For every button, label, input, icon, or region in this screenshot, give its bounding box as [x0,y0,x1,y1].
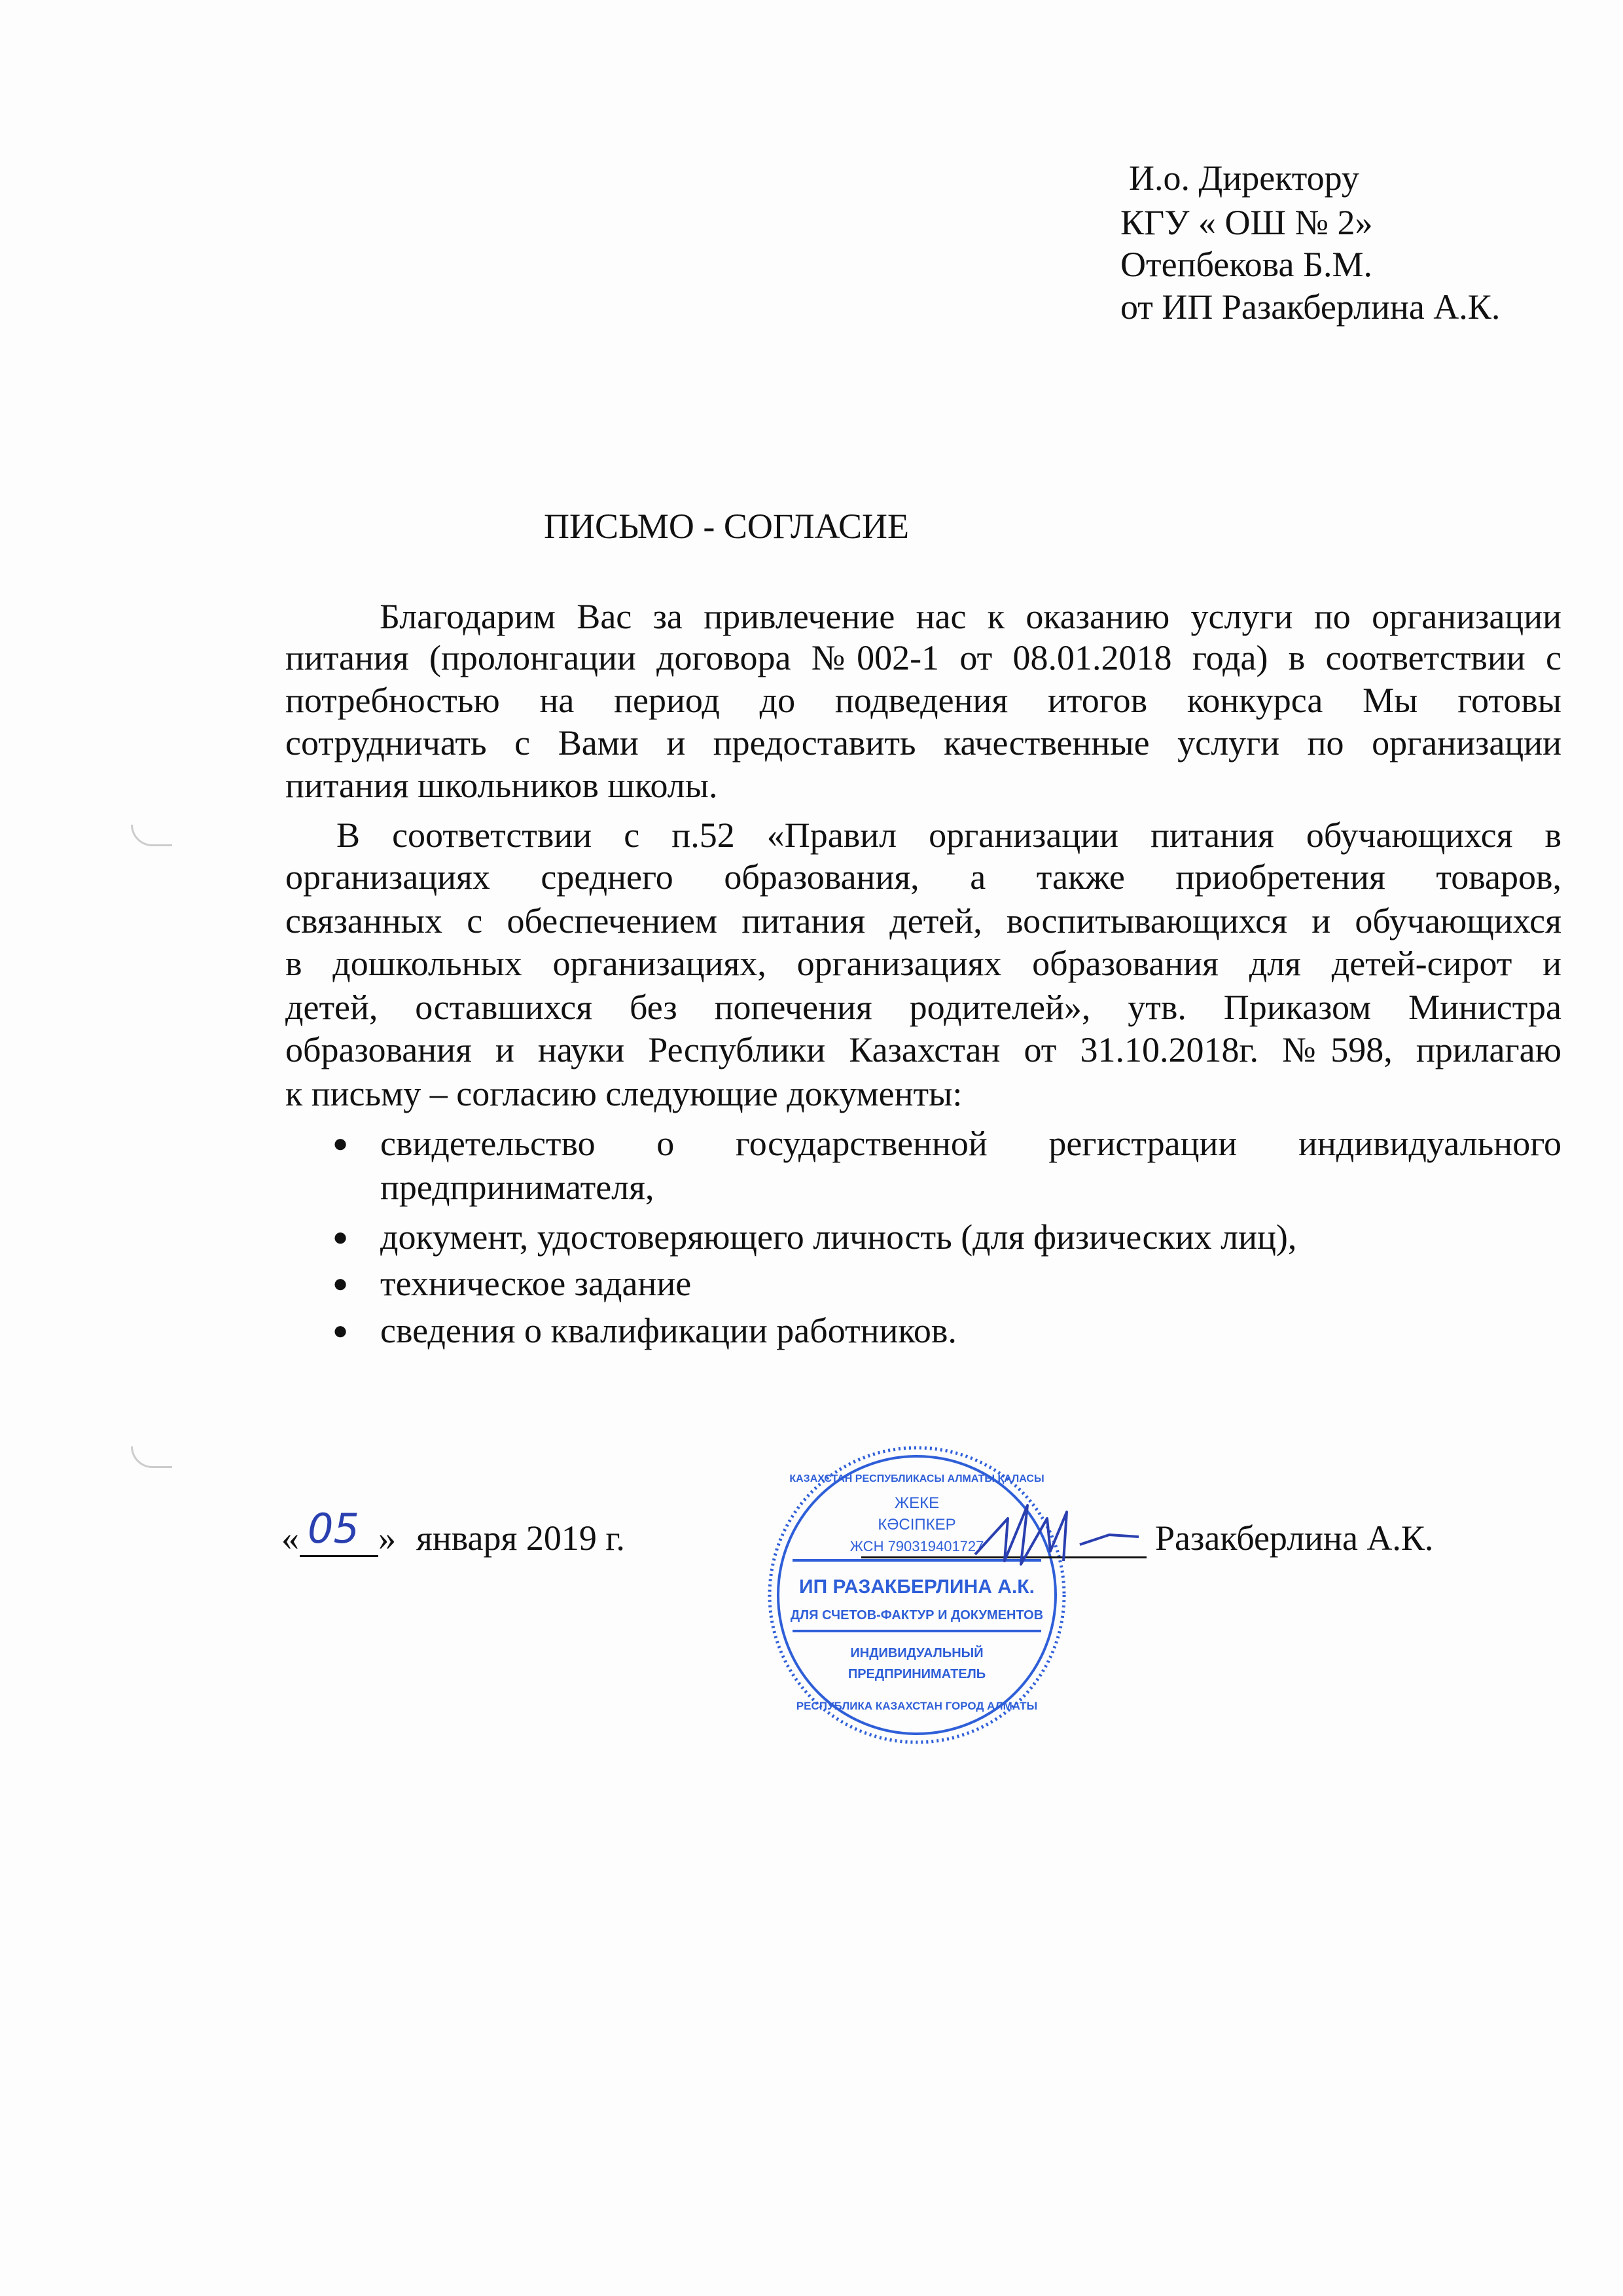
date-quote-close: » [378,1518,396,1558]
stamp-inner-line: ЖСН 790319401727 [849,1538,984,1554]
scan-mark [131,825,172,846]
list-item: сведения о квалификации работников. [380,1311,957,1350]
letter-title: ПИСЬМО - СОГЛАСИЕ [544,507,909,546]
stamp-inner-line: ЖЕКЕ [894,1494,940,1512]
stamp-inner-line: КӘСІПКЕР [878,1516,956,1534]
date-text: января 2019 г. [416,1518,625,1558]
stamp-center-name: ИП РАЗАКБЕРЛИНА А.К. [799,1576,1035,1598]
list-item: свидетельство о государственной регистрации индивидуального [380,1124,1561,1163]
addressee-line: КГУ « ОШ № 2» [1120,203,1373,242]
text-line: потребностью на период до подведения итогов конкурса Мы готовы [285,681,1561,720]
text-line: Благодарим Вас за привлечение нас к оказанию услуги по организации [380,597,1561,636]
handwritten-day: 05 [308,1505,359,1552]
addressee-line: И.о. Директору [1129,158,1359,198]
bullet-icon: ● [332,1222,349,1251]
text-line: детей, оставшихся без попечения родителей», утв. Приказом Министра [285,988,1561,1027]
date-underline [300,1555,378,1557]
text-line: в дошкольных организациях, организациях образования для детей-сирот и [285,944,1561,983]
text-line: сотрудничать с Вами и предоставить качественные услуги по организации [285,723,1561,762]
stamp-inner-line: ПРЕДПРИНИМАТЕЛЬ [847,1667,986,1681]
addressee-line: от ИП Разакберлина А.К. [1120,287,1501,327]
text-line: питания школьников школы. [285,766,718,805]
text-line: питания (пролонгации договора №002-1 от 08.01.2018 года) в соответствии с [285,638,1561,677]
text-line: организациях среднего образования, а также приобретения товаров, [285,857,1561,897]
text-line: образования и науки Республики Казахстан от 31.10.2018г. №598, прилагаю [285,1030,1561,1069]
signatory-name: Разакберлина А.К. [1155,1518,1434,1558]
stamp-center-sub: ДЛЯ СЧЕТОВ-ФАКТУР И ДОКУМЕНТОВ [790,1608,1044,1623]
text-line: В соответствии с п.52 «Правил организации питания обучающихся в [336,816,1561,855]
list-item-continuation: предпринимателя, [380,1168,654,1207]
scan-mark [131,1446,172,1468]
list-item: документ, удостоверяющего личность (для физических лиц), [380,1217,1297,1257]
stamp-outer-top: КАЗАХСТАН РЕСПУБЛИКАСЫ АЛМАТЫ ҚАЛАСЫ [789,1473,1044,1484]
text-line: связанных с обеспечением питания детей, воспитывающихся и обучающихся [285,901,1561,941]
stamp-outer-bottom: РЕСПУБЛИКА КАЗАХСТАН ГОРОД АЛМАТЫ [796,1700,1038,1712]
bullet-icon: ● [332,1316,349,1345]
list-item: техническое задание [380,1264,692,1303]
company-stamp [763,1441,1071,1749]
addressee-line: Отепбекова Б.М. [1120,245,1372,284]
bullet-icon: ● [332,1128,349,1158]
stamp-inner-line: ИНДИВИДУАЛЬНЫЙ [850,1646,984,1660]
date-quote-open: « [281,1518,299,1558]
bullet-icon: ● [332,1268,349,1298]
text-line: к письму – согласию следующие документы: [285,1074,963,1113]
handwritten-signature [969,1499,1139,1577]
